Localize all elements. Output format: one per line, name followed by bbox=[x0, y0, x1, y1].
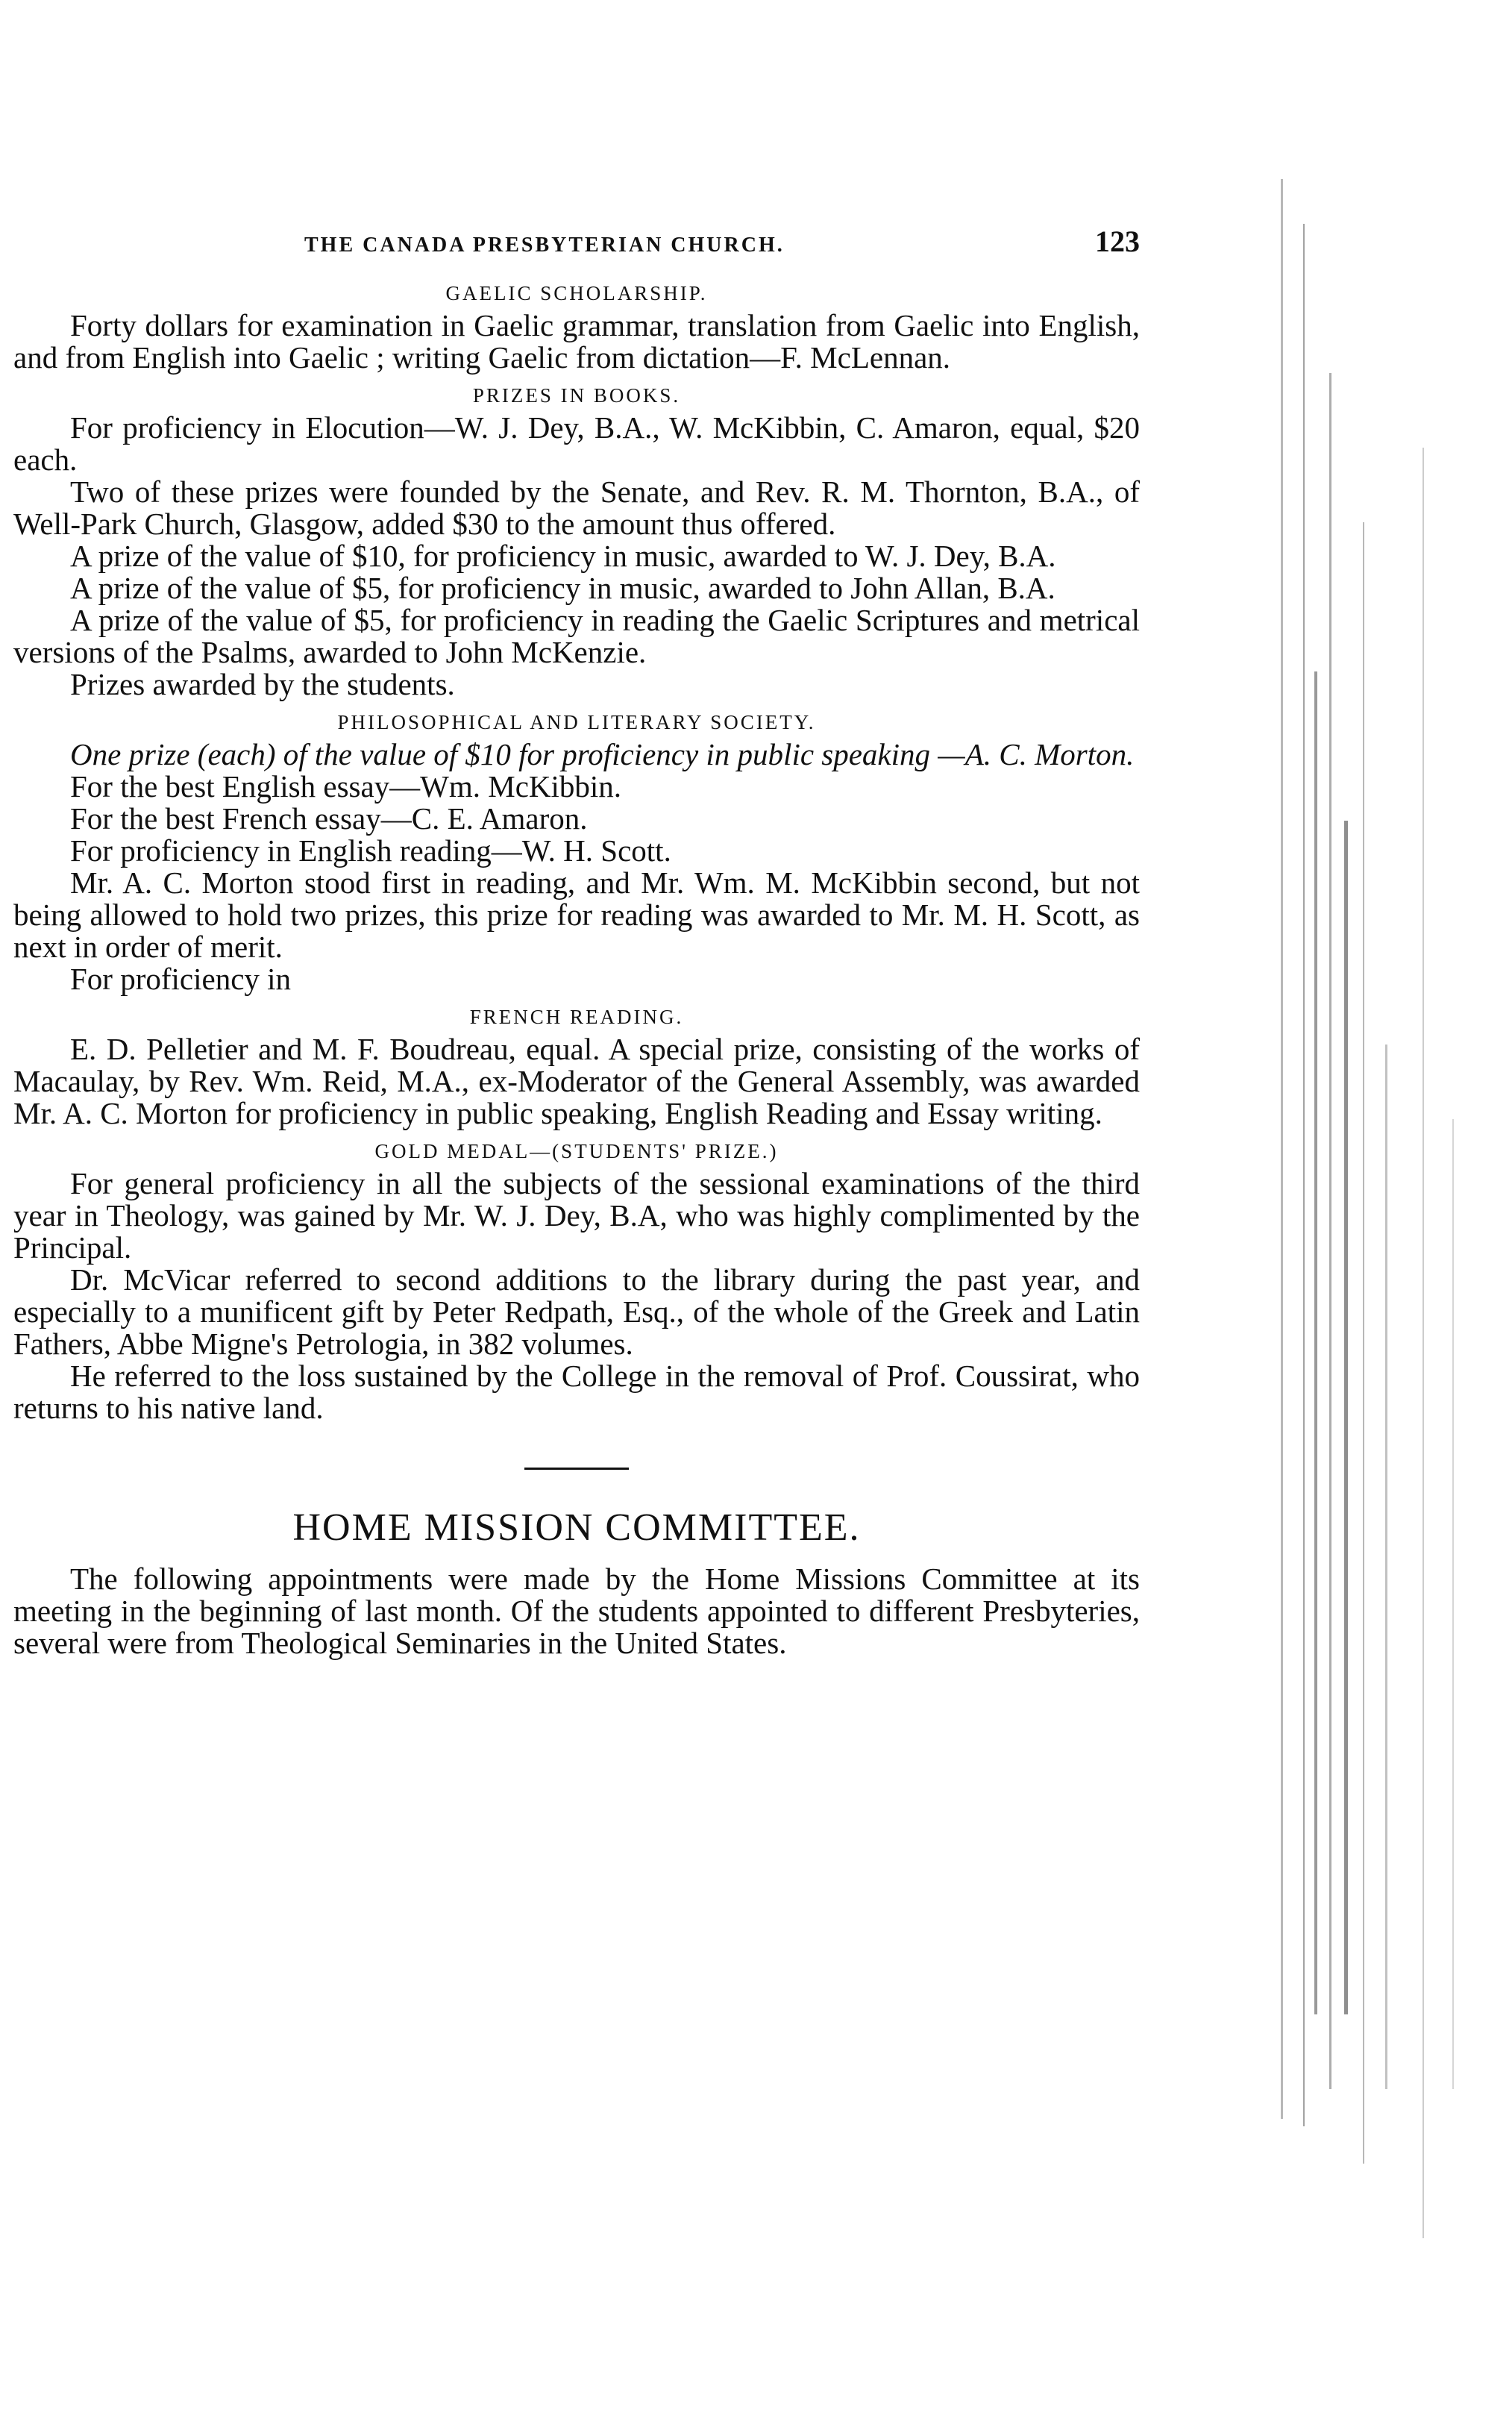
paragraph: For proficiency in bbox=[70, 962, 292, 996]
section-home-mission bbox=[13, 1506, 1140, 1659]
section-heading: GOLD MEDAL—(STUDENTS' PRIZE.) bbox=[374, 1140, 779, 1162]
paragraph: Prizes awarded by the students. bbox=[70, 667, 455, 701]
paragraph: He referred to the loss sustained by the College in the removal of Prof. Coussirat, who returns to his native land. bbox=[13, 1359, 1140, 1425]
running-head bbox=[13, 224, 1140, 272]
section-heading: PHILOSOPHICAL AND LITERARY SOCIETY. bbox=[337, 711, 816, 733]
section-gold-medal bbox=[13, 1140, 1140, 1424]
section-french-reading bbox=[13, 1006, 1140, 1130]
paragraph: Mr. A. C. Morton stood first in reading, and Mr. Wm. M. McKibbin second, but not being allowed to hold two prizes, this prize for reading was awarded to Mr. M. H. Scott, as next in order of merit. bbox=[13, 865, 1140, 964]
paragraph: For proficiency in Elocution—W. J. Dey, B.A., W. McKibbin, C. Amaron, equal, $20 each. bbox=[13, 410, 1140, 477]
section-philosophical-society bbox=[13, 711, 1140, 995]
section-heading: FRENCH READING. bbox=[469, 1006, 684, 1028]
running-head-title: THE CANADA PRESBYTERIAN CHURCH. bbox=[304, 234, 785, 257]
page-number: 123 bbox=[1095, 225, 1140, 258]
paragraph: One prize (each) of the value of $10 for proficiency in public speaking —A. C. Morton. bbox=[70, 737, 1135, 771]
document-page bbox=[13, 224, 1140, 1659]
section-divider bbox=[524, 1468, 629, 1470]
scan-margin-noise bbox=[1273, 0, 1512, 2424]
paragraph: For the best French essay—C. E. Amaron. bbox=[70, 801, 588, 836]
section-gaelic-scholarship bbox=[13, 282, 1140, 374]
main-heading: HOME MISSION COMMITTEE. bbox=[292, 1506, 861, 1549]
paragraph: For general proficiency in all the subjects of the sessional examinations of the third year in Theology, was gained by Mr. W. J. Dey, B.A, who was highly complimented by the Principal. bbox=[13, 1166, 1140, 1265]
paragraph: Forty dollars for examination in Gaelic grammar, translation from Gaelic into English, and from English into Gaelic ; writing Gaelic from dictation—F. McLennan. bbox=[13, 308, 1140, 375]
paragraph: For the best English essay—Wm. McKibbin. bbox=[70, 769, 622, 804]
section-prizes-in-books bbox=[13, 384, 1140, 701]
paragraph: E. D. Pelletier and M. F. Boudreau, equal. A special prize, consisting of the works of Macaulay, by Rev. Wm. Reid, M.A., ex-Moderator of the General Assembly, was awarded Mr. A. C. Morton for proficiency in public speaking, English Reading and Essay writing. bbox=[13, 1032, 1140, 1130]
section-heading: PRIZES IN BOOKS. bbox=[472, 384, 681, 407]
paragraph: A prize of the value of $5, for proficiency in reading the Gaelic Scriptures and metrical versions of the Psalms, awarded to John McKenzie. bbox=[13, 603, 1140, 669]
paragraph: The following appointments were made by the Home Missions Committee at its meeting in the beginning of last month. Of the students appointed to different Presbyteries, several were from Theological Seminaries in the United States. bbox=[13, 1562, 1140, 1660]
paragraph: A prize of the value of $10, for proficiency in music, awarded to W. J. Dey, B.A. bbox=[70, 539, 1056, 573]
paragraph: For proficiency in English reading—W. H. Scott. bbox=[70, 833, 671, 868]
paragraph: Dr. McVicar referred to second additions to the library during the past year, and especially to a munificent gift by Peter Redpath, Esq., of the whole of the Greek and Latin Fathers, Abbe Migne's Petrologia, in 382 volumes. bbox=[13, 1262, 1140, 1361]
paragraph: Two of these prizes were founded by the Senate, and Rev. R. M. Thornton, B.A., of Well-Park Church, Glasgow, added $30 to the amount thus offered. bbox=[13, 475, 1140, 541]
section-heading: GAELIC SCHOLARSHIP. bbox=[445, 282, 708, 304]
paragraph: A prize of the value of $5, for proficiency in music, awarded to John Allan, B.A. bbox=[70, 571, 1055, 605]
